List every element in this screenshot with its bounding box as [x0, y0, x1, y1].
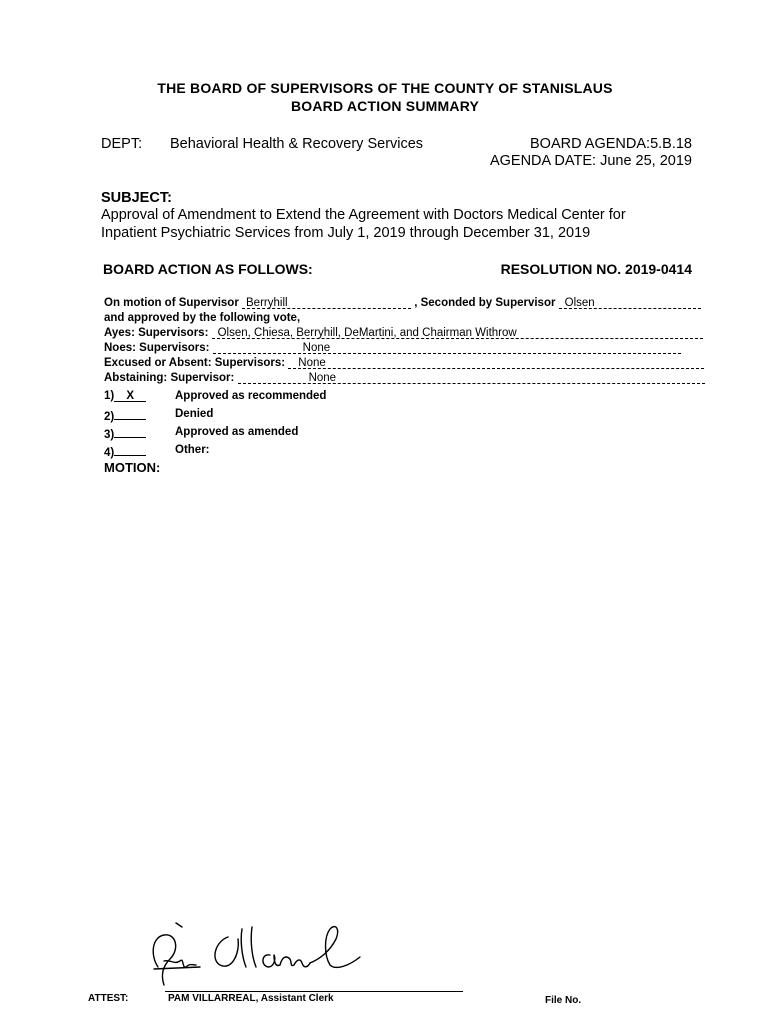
- subject-line-1: Approval of Amendment to Extend the Agreement with Doctors Medical Center for: [101, 207, 626, 223]
- motion-label: On motion of Supervisor: [104, 297, 239, 309]
- resolution-number: RESOLUTION NO. 2019-0414: [500, 261, 692, 277]
- option-number: 3): [104, 429, 115, 441]
- option-1: [104, 390, 327, 402]
- option-mark: [114, 426, 146, 438]
- abstaining-label: Abstaining: Supervisor:: [104, 372, 235, 384]
- option-label: Approved as amended: [175, 426, 299, 438]
- attest-label: ATTEST:: [88, 993, 129, 1004]
- subject-line-2: Inpatient Psychiatric Services from July 1, 2019 through December 31, 2019: [101, 225, 591, 241]
- subject-label: SUBJECT:: [101, 190, 172, 206]
- document-subtitle: BOARD ACTION SUMMARY: [290, 98, 480, 114]
- noes-value: None: [213, 342, 681, 354]
- document-title: THE BOARD OF SUPERVISORS OF THE COUNTY OF STANISLAUS: [157, 80, 613, 96]
- approved-line: and approved by the following vote,: [104, 312, 301, 324]
- option-number: 4): [104, 447, 115, 459]
- option-2: [104, 408, 214, 423]
- seconded-supervisor: Olsen: [559, 297, 701, 309]
- noes-row: [104, 342, 681, 354]
- agenda-date: AGENDA DATE: June 25, 2019: [489, 153, 692, 169]
- noes-label: Noes: Supervisors:: [104, 342, 210, 354]
- excused-value: None: [288, 357, 704, 369]
- signature-icon: [140, 915, 410, 993]
- option-label: Approved as recommended: [175, 390, 327, 402]
- signature-line: [165, 991, 463, 992]
- dept-label: DEPT:: [101, 136, 143, 152]
- ayes-row: [104, 327, 703, 339]
- abstaining-row: [104, 372, 705, 384]
- option-4: [104, 444, 210, 459]
- signer-name: PAM VILLARREAL, Assistant Clerk: [168, 993, 334, 1004]
- option-3: [104, 426, 299, 441]
- dept-value: Behavioral Health & Recovery Services: [170, 136, 424, 152]
- board-agenda: BOARD AGENDA:5.B.18: [530, 136, 692, 152]
- option-number: 1): [104, 390, 115, 402]
- seconded-label: , Seconded by Supervisor: [414, 297, 556, 309]
- file-number-label: File No.: [545, 995, 582, 1006]
- option-mark: [114, 408, 146, 420]
- option-label: Other:: [175, 444, 210, 456]
- motion-row: [104, 297, 701, 309]
- motion-supervisor: Berryhill: [242, 297, 411, 309]
- excused-label: Excused or Absent: Supervisors:: [104, 357, 286, 369]
- ayes-value: Olsen, Chiesa, Berryhill, DeMartini, and Chairman Withrow: [212, 327, 703, 339]
- abstaining-value: None: [238, 372, 705, 384]
- excused-row: [104, 357, 704, 369]
- motion-label: MOTION:: [104, 460, 161, 475]
- option-mark: X: [114, 390, 146, 402]
- option-mark: [114, 444, 146, 456]
- ayes-label: Ayes: Supervisors:: [104, 327, 209, 339]
- option-label: Denied: [175, 408, 214, 420]
- board-action-heading: BOARD ACTION AS FOLLOWS:: [103, 261, 313, 277]
- option-number: 2): [104, 411, 115, 423]
